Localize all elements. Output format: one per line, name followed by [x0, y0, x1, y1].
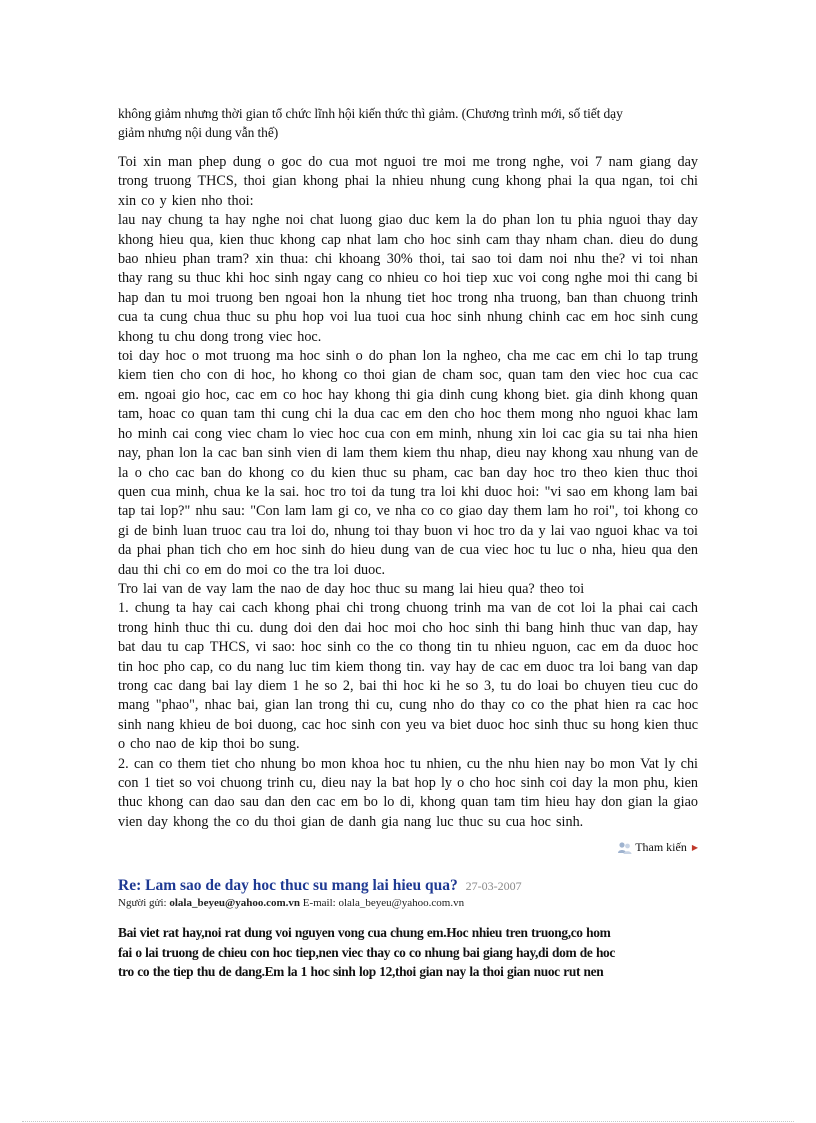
reference-label: Tham kiến: [635, 840, 687, 855]
reply-line: Bai viet rat hay,noi rat dung voi nguyen vong cua chung em.Hoc nhieu tren truong,co hom: [118, 925, 611, 941]
post-paragraph: 1. chung ta hay cai cach khong phai chi trong chuong trinh ma van de cot loi la phai cai cach trong hinh thuc thi cu. dung doi den dai hoc moi cho hoc sinh thi bang hinh thuc van dap, hay bat dau tu cap THCS, vi sao: hoc sinh co the co thong tin tu nhieu nguon, cac em da duoc hoc tin hoc pho cap, co du nang luc tim kiem thong tin. vay hay de cac em duoc tra loi bang van dap trong cac dang bai lay diem 1 he so 2, bai thi hoc ki he so 3, tu do loai bo chuyen tieu cuc do mang "phao", nhac bai, gian lan trong thi cu, cung nho do thay co co the phat hien ra cac hoc sinh nang khieu de boi duong, cac hoc sinh con yeu va biet duoc hoc sinh thuc su hong kien thuc o cho nao de kip thoi bo sung.: [118, 600, 698, 753]
post-paragraph: toi day hoc o mot truong ma hoc sinh o do phan lon la ngheo, cha me cac em chi lo tap trung kiem tien cho con di hoc, ho khong co thoi gian de cham soc, quan tam den viec hoc cua cac em. ngoai gio hoc, cac em co hoc hay khong thi gia dinh cung khong biet. gia dinh khong quan tam, hoac co quan tam thi cung chi la dua cac em den cho hoc them mong nho nguoi khac lam ho minh cai cong viec cham lo viec hoc cua con em minh, nhung xin loi cac gia su tai nha hien nay, phan lon la cac ban sinh vien di lam them kiem thu nhap, dieu nay khong xau nhung van de la o cho cac ban do khong co du kien thuc su pham, cac ban day hoc tro theo kien thuc thoi quen cua minh, chua ke la sai. hoc tro toi da tung tra loi khi duoc hoi: "vi sao em khong lam bai tap tai lop?" nhu sau: "Con lam lam gi co, ve nha co co giao day them lam ho roi", toi khong co gi de binh luan truoc cau tra loi do, nhung toi thay buon vi hoc tro da y lai vao nguoi khac va toi da phai phan tich cho em hoc sinh do hieu dung van de cua viec hoc tu luc o nha, hieu qua den dau thi chi co em do moi co the tra loi duoc.: [118, 348, 698, 578]
page-bottom-divider: [22, 1121, 794, 1122]
intro-line: giảm nhưng nội dung vẫn thế): [118, 125, 279, 140]
reply-date: 27-03-2007: [465, 879, 522, 894]
reference-row: [118, 840, 698, 858]
email-label: E-mail:: [302, 897, 336, 910]
reference-link[interactable]: [617, 840, 698, 855]
page-content: [118, 104, 698, 982]
reply-line: tro co the tiep thu de dang.Em la 1 hoc sinh lop 12,thoi gian nay la thoi gian nuoc rut nen: [118, 964, 604, 980]
post-paragraph: Toi xin man phep dung o goc do cua mot nguoi tre moi me trong nghe, voi 7 nam giang day trong truong THCS, thoi gian khong phai la nhieu nhung cung khong phai la qua ngan, toi chi xin co y kien nho thoi:: [118, 154, 698, 209]
reply-post: [118, 876, 698, 982]
intro-text: [118, 104, 698, 142]
arrow-right-icon: ▶: [691, 843, 698, 853]
reply-title[interactable]: Re: Lam sao de day hoc thuc su mang lai hieu qua?: [118, 877, 458, 895]
users-icon: [617, 841, 633, 855]
sender-email[interactable]: olala_beyeu@yahoo.com.vn: [169, 897, 300, 910]
reply-line: fai o lai truong de chieu con hoc tiep,nen viec thay co co nhung bai giang hay,di dom de hoc: [118, 944, 615, 960]
post-paragraph: lau nay chung ta hay nghe noi chat luong giao duc kem la do phan lon tu phia nguoi thay day khong hieu qua, kien thuc khong cap nhat lam cho hoc sinh cam thay nham chan. dieu do dung bao nhieu phan tram? xin thua: chi khoang 30% thoi, tai sao toi dam noi nhu the? vi toi nhan thay rang su thuc khi hoc sinh ngay cang co nhieu co hoi tiep xuc voi cong nghe moi thi cang bi hap dan tu moi truong ben ngoai hon la nhung tiet hoc trong nha truong, ban than chuong trinh cua ta cung chua thuc su phu hop voi lua tuoi cua hoc sinh nhung chinh cac em hoc sinh cung khong tu chu dong trong viec hoc.: [118, 212, 698, 345]
post-paragraph: 2. can co them tiet cho nhung bo mon khoa hoc tu nhien, cu the nhu hien nay bo mon Vat ly chi con 1 tiet so voi chuong trinh cu, dieu nay la bat hop ly o cho hoc sinh coi day la mon phu, kien thuc khong can dao sau dan den cac em bo lo di, khong quan tam tim hieu hay don gian la giao vien day khong the co du thoi gian de danh gia nang luc thuc su cua hoc sinh.: [118, 755, 698, 830]
reply-meta: [118, 896, 698, 911]
sender-label: Người gửi:: [118, 897, 167, 910]
reply-body: [118, 923, 698, 982]
post-body: [118, 153, 698, 832]
email-value[interactable]: olala_beyeu@yahoo.com.vn: [338, 897, 465, 910]
post-paragraph: Tro lai van de vay lam the nao de day hoc thuc su mang lai hieu qua? theo toi: [118, 580, 585, 597]
reply-header: [118, 876, 698, 896]
intro-line: không giảm nhưng thời gian tổ chức lĩnh hội kiến thức thì giảm. (Chương trình mới, số tiết dạy: [118, 106, 623, 121]
